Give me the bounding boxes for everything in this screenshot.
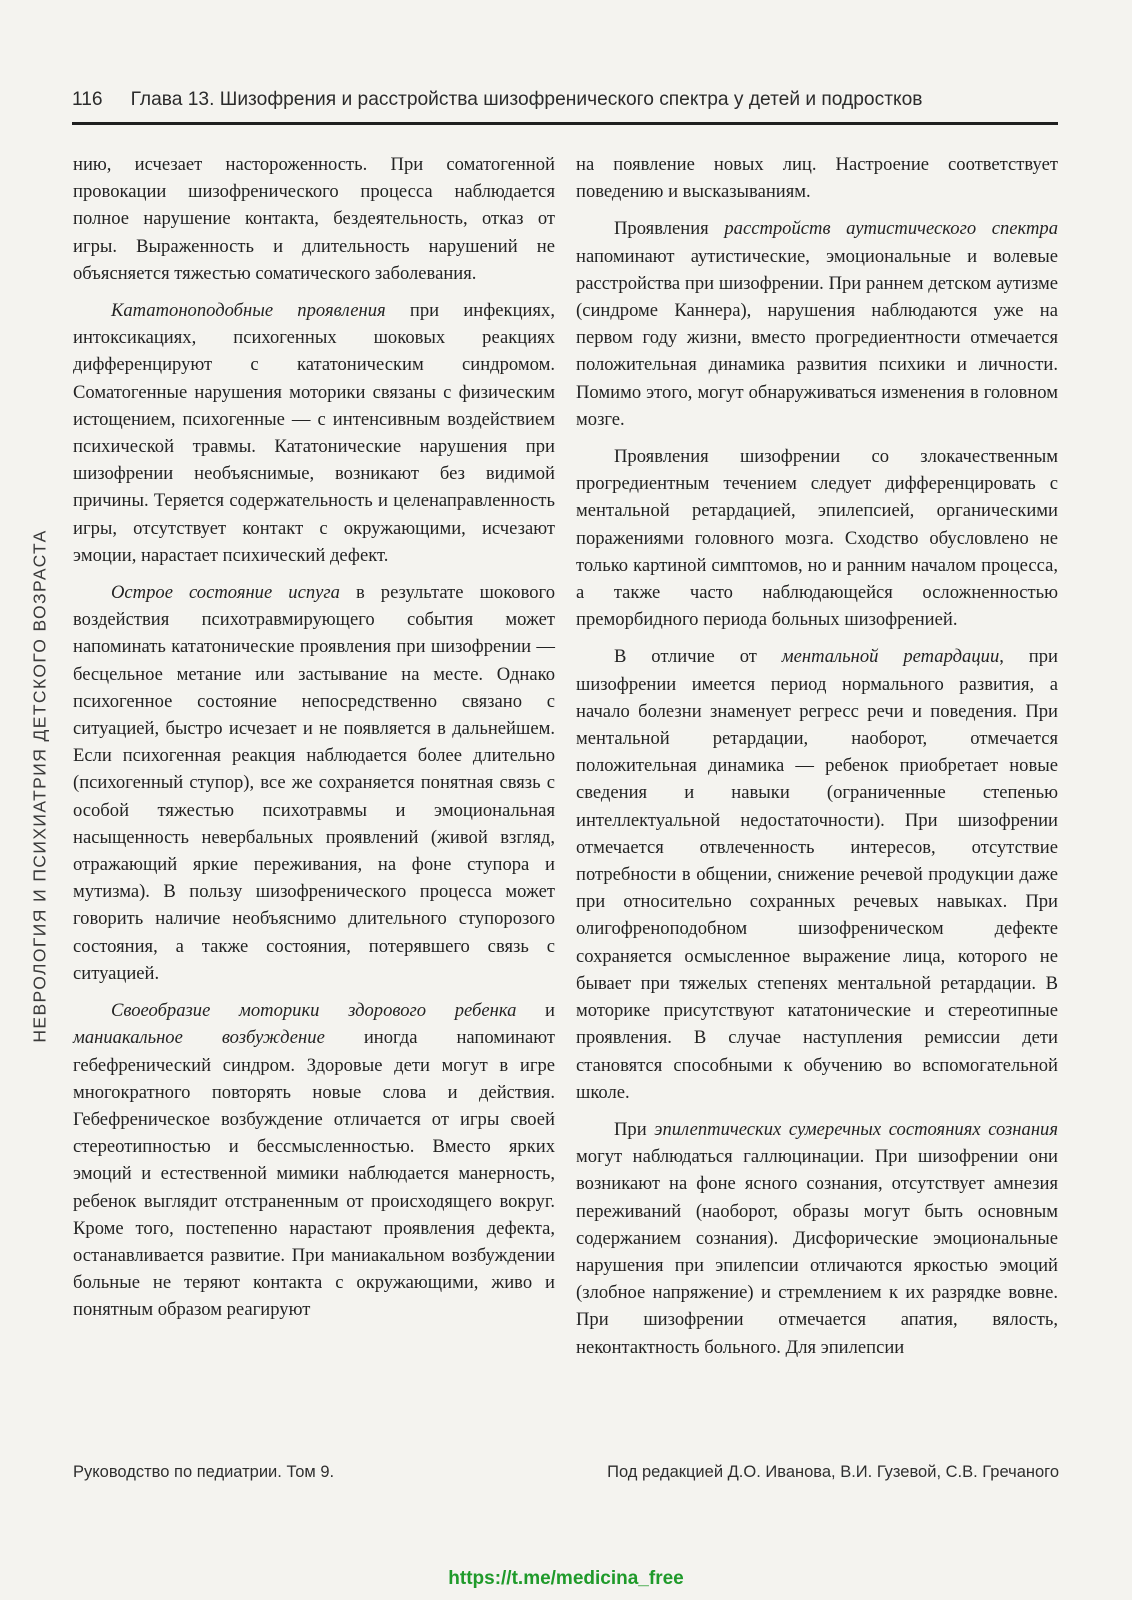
running-header bbox=[72, 89, 1058, 111]
page-number: 116 bbox=[72, 89, 103, 110]
side-label: НЕВРОЛОГИЯ И ПСИХИАТРИЯ ДЕТСКОГО ВОЗРАСТА bbox=[29, 529, 50, 1043]
term-motor-peculiarity: Своеобразие моторики здорового ребенка bbox=[111, 1000, 517, 1022]
right-paragraph-5: При эпилептических сумеречных состояниях сознания могут наблюдаться галлюцинации. При шизофрении они возникают на фоне ясного сознания, отсутствует амнезия переживаний (наоборот, образы могут быть основным содержанием сознания). Дисфорические эмоциональные нарушения при эпилепсии отличаются яркостью эмоций (злобное напряжение) и стремлением к их разрядке вовне. При шизофрении отмечается апатия, вялость, неконтактность больного. Для эпилепсии bbox=[576, 1118, 1058, 1358]
right-column bbox=[576, 151, 1058, 1361]
page-footer bbox=[73, 1463, 1059, 1482]
right-paragraph-3: Проявления шизофрении со злокачественным прогредиентным течением следует дифференцировать с ментальной ретардацией, эпилепсией, органическими поражениями головного мозга. Сходство обусловлено не только картиной симптомов, но и ранним началом процесса, а также часто наблюдающейся осложненностью преморбидного периода больных шизофренией. bbox=[576, 446, 1058, 631]
left-column bbox=[73, 151, 555, 1324]
footer-book-title: Руководство по педиатрии. Том 9. bbox=[73, 1463, 335, 1481]
term-mental-retardation: ментальной ретардации bbox=[781, 646, 1000, 668]
term-manic-excitement: маниакальное возбуждение bbox=[73, 1027, 325, 1049]
right-paragraph-2: Проявления расстройств аутистического спектра напоминают аутистические, эмоциональные и волевые расстройства при шизофрении. При раннем детском аутизме (синдроме Каннера), нарушения наблюдаются уже на первом году жизни, вместо прогредиентности отмечается положительная динамика развития психики и личности. Помимо этого, могут обнаруживаться изменения в головном мозге. bbox=[576, 218, 1059, 430]
term-acute-fright: Острое состояние испуга bbox=[111, 582, 340, 604]
telegram-link[interactable]: https://t.me/medicina_free bbox=[448, 1568, 684, 1589]
term-autism-spectrum: расстройств аутистического спектра bbox=[724, 218, 1059, 240]
header-rule bbox=[72, 122, 1058, 125]
term-epileptic-twilight: эпилептических сумеречных состояниях сознания bbox=[654, 1118, 1058, 1140]
right-paragraph-1: на появление новых лиц. Настроение соответствует поведению и высказываниям. bbox=[576, 154, 1058, 203]
term-catatonic-like: Кататоноподобные проявления bbox=[111, 300, 386, 322]
left-paragraph-3: Острое состояние испуга в результате шокового воздействия психотравмирующего события может напоминать кататонические проявления при шизофрении — бесцельное метание или застывание на месте. Однако психогенное состояние непосредственно связано с ситуацией, быстро исчезает и не появляется в дальнейшем. Если психогенная реакция наблюдается более длительно (психогенный ступор), все же сохраняется понятная связь с особой тяжестью психотравмы и эмоциональная насыщенность невербальных проявлений (живой взгляд, отражающий яркие переживания, на фоне ступора и мутизма). В пользу шизофренического процесса может говорить наличие необъяснимо длительного ступорозого состояния, а также состояния, потерявшего связь с ситуацией. bbox=[73, 582, 555, 984]
right-paragraph-4: В отличие от ментальной ретардации, при шизофрении имеется период нормального развития, а начало болезни знаменует регресс речи и поведения. При ментальной ретардации, наоборот, отмечается положительная динамика — ребенок приобретает новые сведения и навыки (ограниченные степенью интеллектуальной недостаточности). При шизофрении отмечается отвлеченность интересов, отсутствие потребности в общении, снижение речевой продукции даже при относительно сохранных речевых навыках. При олигофреноподобном шизофреническом дефекте сохраняется осмысленное выражение лица, которого не бывает при тяжелых степенях ментальной ретардации. В моторике присутствуют кататонические и стереотипные проявления. В случае наступления ремиссии дети становятся способными к обучению во вспомогательной школе. bbox=[576, 646, 1058, 1103]
left-paragraph-1: нию, исчезает настороженность. При соматогенной провокации шизофренического процесса наблюдается полное нарушение контакта, бездеятельность, отказ от игры. Выраженность и длительность нарушений не объясняется тяжестью соматического заболевания. bbox=[73, 154, 555, 284]
chapter-title: Глава 13. Шизофрения и расстройства шизофренического спектра у детей и подростков bbox=[130, 89, 923, 110]
footer-editors: Под редакцией Д.О. Иванова, В.И. Гузевой, С.В. Гречаного bbox=[607, 1463, 1059, 1481]
left-paragraph-2: Кататоноподобные проявления при инфекциях, интоксикациях, психогенных шоковых реакциях дифференцируют с кататоническим синдромом. Соматогенные нарушения моторики связаны с физическим истощением, психогенные — с интенсивным воздействием психической травмы. Кататонические нарушения при шизофрении необъяснимые, возникают без видимой причины. Теряется содержательность и целенаправленность игры, отсутствует контакт с окружающими, исчезают эмоции, нарастает психический дефект. bbox=[73, 300, 555, 566]
left-paragraph-4: Своеобразие моторики здорового ребенка и маниакальное возбуждение иногда напоминают гебефренический синдром. Здоровые дети могут в игре многократного повторять новые слова и действия. Гебефреническое возбуждение отличается от игры своей стереотипностью и бессмысленностью. Вместо ярких эмоций и естественной мимики наблюдается манерность, ребенок выглядит отстраненным от происходящего вокруг. Кроме того, постепенно нарастают проявления дефекта, останавливается развитие. При маниакальном возбуждении больные не теряют контакта с окружающими, живо и понятным образом реагируют bbox=[73, 1000, 555, 1321]
